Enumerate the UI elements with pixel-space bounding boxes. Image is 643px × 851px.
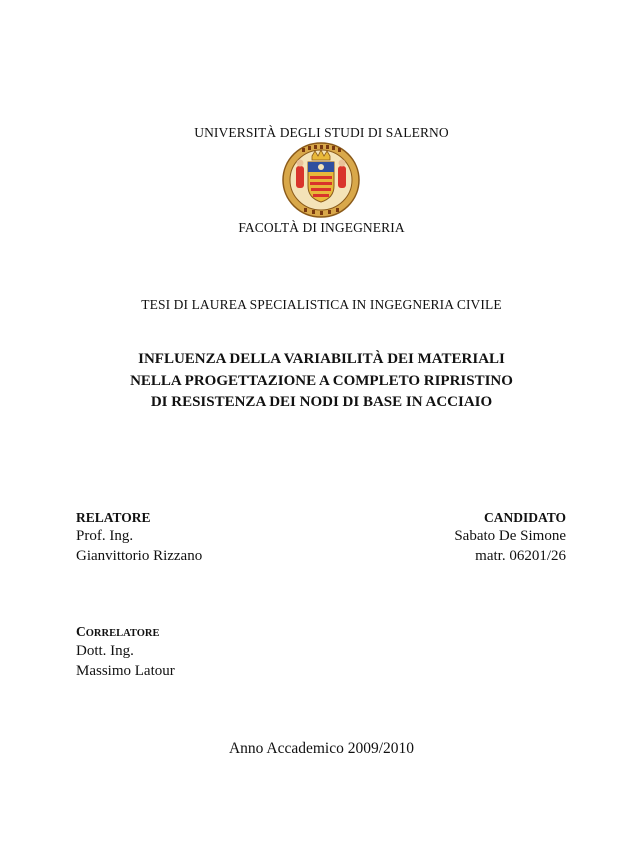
correlatore-name: Massimo Latour bbox=[76, 663, 175, 679]
correlatore-label-rest: ORRELATORE bbox=[85, 628, 160, 639]
correlatore-title: Dott. Ing. bbox=[76, 643, 134, 659]
faculty-name: FACOLTÀ DI INGEGNERIA bbox=[238, 220, 405, 235]
relatore-name: Gianvittorio Rizzano bbox=[76, 548, 203, 564]
candidato-name: Sabato De Simone bbox=[454, 528, 566, 544]
candidato-label: CANDIDATO bbox=[483, 510, 566, 525]
thesis-title-line: NELLA PROGETTAZIONE A COMPLETO RIPRISTINO bbox=[130, 372, 513, 389]
candidato-matricola: matr. 06201/26 bbox=[475, 548, 566, 564]
degree-course: TESI DI LAUREA SPECIALISTICA IN INGEGNERIA CIVILE bbox=[141, 297, 502, 312]
thesis-title bbox=[0, 349, 643, 414]
university-name: UNIVERSITÀ DEGLI STUDI DI SALERNO bbox=[194, 125, 449, 140]
university-seal-icon bbox=[282, 142, 360, 218]
academic-year: Anno Accademico 2009/2010 bbox=[228, 740, 415, 757]
thesis-title-line: INFLUENZA DELLA VARIABILITÀ DEI MATERIALI bbox=[138, 351, 505, 367]
relatore-label: RELATORE bbox=[76, 510, 151, 525]
correlatore-label bbox=[76, 624, 159, 640]
relatore-title: Prof. Ing. bbox=[76, 528, 134, 544]
correlatore-label-initial: C bbox=[76, 624, 86, 639]
thesis-title-line: DI RESISTENZA DEI NODI DI BASE IN ACCIAIO bbox=[150, 394, 493, 410]
